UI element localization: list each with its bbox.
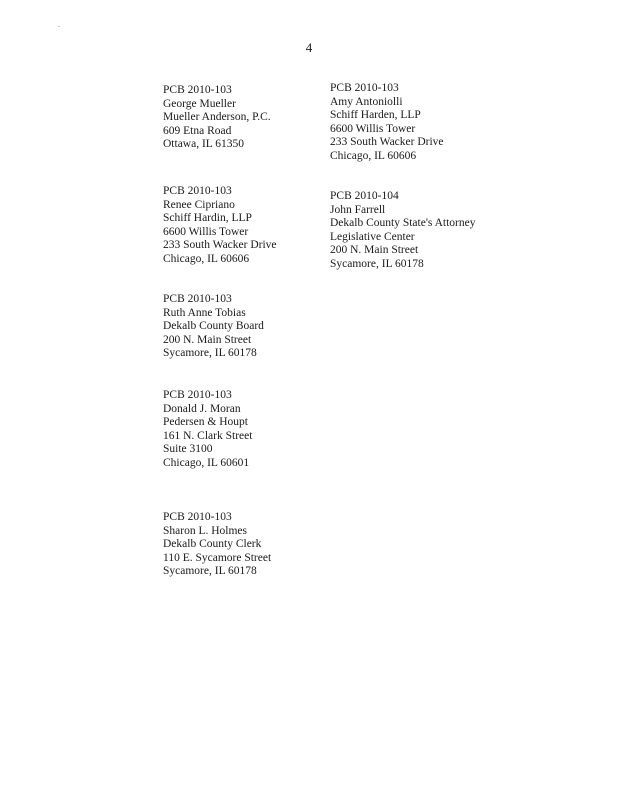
address-city: Sycamore, IL 60178	[163, 565, 257, 578]
recipient-organization: Schiff Hardin, LLP	[163, 212, 252, 225]
service-entry-cipriano	[163, 185, 277, 267]
address-street: 110 E. Sycamore Street	[163, 551, 272, 564]
address-building: 6600 Willis Tower	[330, 122, 416, 135]
recipient-organization: Dekalb County Clerk	[163, 538, 262, 551]
case-number: PCB 2010-103	[163, 185, 232, 197]
address-street: 200 N. Main Street	[163, 333, 252, 346]
recipient-name: George Mueller	[163, 97, 236, 110]
address-street: 161 N. Clark Street	[163, 429, 253, 442]
case-number: PCB 2010-103	[163, 389, 232, 401]
corner-mark: .	[58, 20, 60, 29]
address-building: 6600 Willis Tower	[163, 225, 249, 238]
address-city: Chicago, IL 60601	[163, 456, 250, 469]
recipient-organization: Mueller Anderson, P.C.	[163, 111, 271, 124]
address-city: Ottawa, IL 61350	[163, 138, 245, 151]
case-number: PCB 2010-103	[163, 511, 232, 523]
address-suite: Suite 3100	[163, 443, 213, 456]
service-entry-farrell	[330, 190, 476, 272]
service-entry-antoniolli	[330, 82, 444, 164]
address-street: 233 South Wacker Drive	[330, 136, 444, 149]
recipient-name: Donald J. Moran	[163, 402, 241, 415]
case-number: PCB 2010-103	[163, 293, 232, 305]
address-city: Chicago, IL 60606	[163, 252, 250, 265]
address-building: Legislative Center	[330, 230, 415, 243]
address-city: Sycamore, IL 60178	[330, 257, 424, 270]
recipient-organization: Pedersen & Houpt	[163, 416, 248, 429]
page-number: 4	[305, 40, 313, 55]
recipient-name: Sharon L. Holmes	[163, 524, 248, 537]
service-entry-mueller	[163, 84, 271, 152]
recipient-organization: Schiff Harden, LLP	[330, 109, 421, 122]
recipient-name: Renee Cipriano	[163, 198, 235, 211]
address-city: Chicago, IL 60606	[330, 149, 417, 162]
recipient-name: Ruth Anne Tobias	[163, 306, 246, 319]
recipient-name: Amy Antoniolli	[330, 95, 403, 108]
case-number: PCB 2010-103	[163, 84, 232, 96]
recipient-name: John Farrell	[330, 203, 386, 216]
service-entry-holmes	[163, 511, 271, 579]
recipient-organization: Dekalb County State's Attorney	[330, 217, 476, 230]
case-number: PCB 2010-103	[330, 82, 399, 94]
address-street: 609 Etna Road	[163, 124, 232, 137]
address-street: 200 N. Main Street	[330, 244, 419, 257]
address-city: Sycamore, IL 60178	[163, 347, 257, 360]
service-entry-moran	[163, 389, 252, 471]
case-number: PCB 2010-104	[330, 190, 399, 202]
service-entry-tobias	[163, 293, 264, 361]
address-street: 233 South Wacker Drive	[163, 239, 277, 252]
recipient-organization: Dekalb County Board	[163, 320, 264, 333]
